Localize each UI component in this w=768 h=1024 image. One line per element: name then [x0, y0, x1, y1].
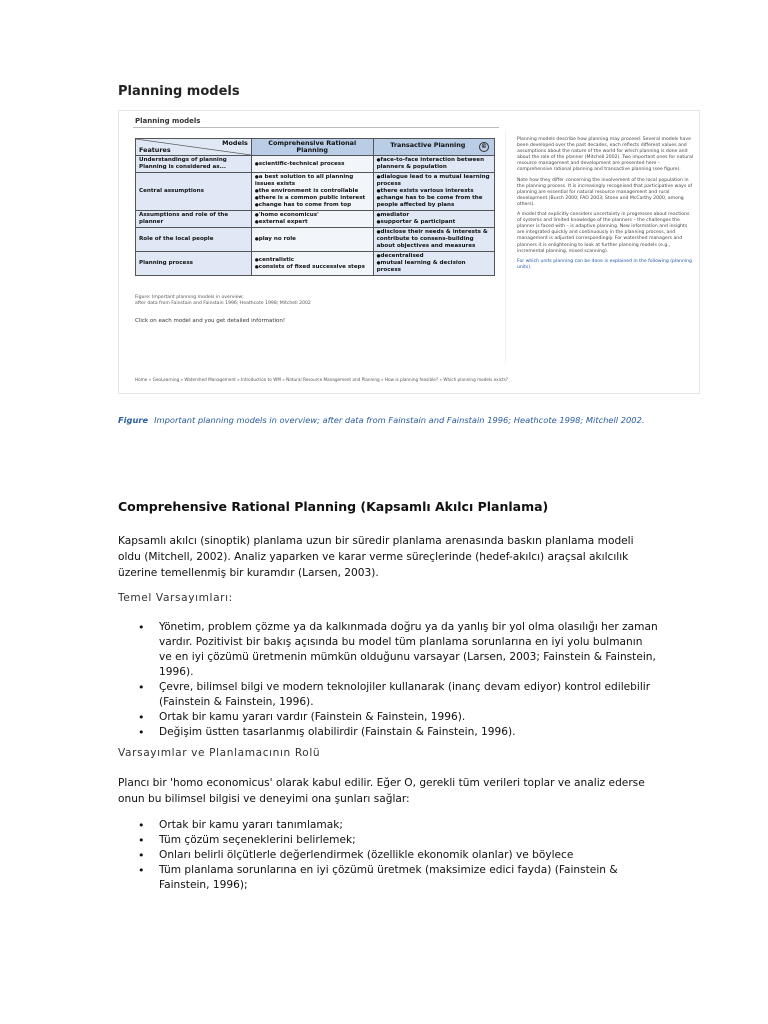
table-row [136, 228, 495, 252]
cell-item: ● change has to come from top [255, 202, 370, 209]
cell-item: ● 'homo economicus' [255, 212, 370, 219]
figure-caption-text: Important planning models in overview; after data from Fainstain and Fainstain 1996; Heathcote 1998; Mitchell 2002. [154, 415, 645, 425]
section-title: Comprehensive Rational Planning (Kapsamlı Akılcı Planlama) [118, 499, 549, 514]
feature-cell: Assumptions and role of the planner [136, 211, 252, 228]
screenshot-caption-line: Figure: Important planning models in overview; [135, 295, 244, 300]
transactive-cell [373, 211, 494, 228]
feature-cell: Role of the local people [136, 228, 252, 252]
corner-features-label: Features [139, 146, 171, 154]
cell-item: ● mutual learning & decision process [377, 260, 491, 274]
comprehensive-cell [251, 211, 373, 228]
cell-item: ● mediator [377, 212, 491, 219]
transactive-cell [373, 252, 494, 276]
table-corner-cell [136, 139, 252, 156]
cell-item: ● a best solution to all planning issues exists [255, 174, 370, 188]
info-icon: © [481, 143, 487, 150]
transactive-cell [373, 173, 494, 211]
side-paragraph: Planning models describe how planning may proceed. Several models have been developed over the past decades, each reflects different values and assumptions about the nature of the world for which planning is done and about the role of the planner (Mitchell 2002). Two important ones for natural resource management and development are presented here – comprehensive rational planning and transactive planning (see figure). [517, 137, 694, 173]
breadcrumb[interactable]: Home » GeoLearning » Watershed Management » Introduction to WM » Natural Resource Management and Planning » How is planning feasible? » Which planning models exists? [135, 377, 508, 382]
subheading-assumptions: Temel Varsayımları: [118, 592, 233, 604]
screenshot-caption [135, 295, 311, 307]
transactive-cell [373, 228, 494, 252]
transactive-cell [373, 156, 494, 173]
intro-paragraph: Kapsamlı akılcı (sinoptik) planlama uzun bir süredir planlama arenasında baskın planlama modeli oldu (Mitchell, 2002). Analiz yaparken ve karar verme süreçlerinde (hedef-akılcı) araçsal akılcılık üzerine temellenmiş bir kuramdır (Larsen, 2003). [118, 535, 634, 579]
header-transactive-label: Transactive Planning [390, 141, 466, 149]
cell-item: ● there is a common public interest [255, 195, 370, 202]
figure-label: Figure [118, 415, 149, 425]
feature-cell: Planning process [136, 252, 252, 276]
list-item: • Ortak bir kamu yararı tanımlamak; [118, 818, 658, 833]
cell-item: ● decentralised [377, 253, 491, 260]
planning-models-screenshot [118, 110, 700, 394]
side-paragraph[interactable]: For which units planning can be done is explained in the following (planning units). [517, 258, 692, 270]
cell-item: ● there exists various interests [377, 188, 491, 195]
cell-item: ● the environment is controllable [255, 188, 370, 195]
cell-item: ● scientific-technical process [255, 161, 370, 168]
list-item: • Yönetim, problem çözme ya da kalkınmada doğru ya da yanlış bir yol olma olasılığı her zaman vardır. Pozitivist bir bakış açısında bu model tüm planlama sorunlarına en iyi yolu bulmanın ve en iyi çözümü üretmenin mümkün olduğunu varsayar (Larsen, 2003; Fainstein & Fainstein, 1996). [118, 620, 658, 680]
comprehensive-cell [251, 156, 373, 173]
planner-paragraph: Plancı bir 'homo economicus' olarak kabul edilir. Eğer O, gerekli tüm verileri toplar ve analiz ederse onun bu bilimsel bilgisi ve deneyimi ona şunları sağlar: [118, 777, 645, 805]
assumptions-list [118, 620, 658, 740]
subheading-planner-role: Varsayımlar ve Planlamacının Rolü [118, 747, 321, 759]
cell-item: ● supporter & participant [377, 219, 491, 226]
cell-item: ● centralistic [255, 257, 370, 264]
header-transactive[interactable] [373, 139, 494, 156]
screenshot-divider [133, 127, 499, 128]
list-item: • Tüm planlama sorunlarına en iyi çözümü üretmek (maksimize edici fayda) (Fainstein & Fainstein, 1996); [118, 863, 658, 893]
figure-caption [118, 415, 645, 425]
comprehensive-cell [251, 252, 373, 276]
table-row [136, 252, 495, 276]
screenshot-title: Planning models [135, 117, 201, 125]
feature-cell: Understandings of planning Planning is considered as... [136, 156, 252, 173]
cell-item: ● dialogue lead to a mutual learning process [377, 174, 491, 188]
screenshot-side-text [517, 137, 695, 275]
cell-item: ● disclose their needs & interests & contribute to consens-building about objectives and measures [377, 229, 491, 250]
planning-models-table [135, 138, 495, 276]
header-comprehensive[interactable]: Comprehensive Rational Planning [251, 139, 373, 156]
list-item: • Onları belirli ölçütlerle değerlendirmek (özellikle ekonomik olanlar) ve böylece [118, 848, 658, 863]
side-paragraph: Note how they differ concerning the involvement of the local population in the planning process. It is increasingly recognised that participative ways of planning are essential for natural resource management and rural development (Burch 2000; FAO 2003; Stone and McCarthy 2000, among others). [517, 177, 693, 207]
cell-item: ● play no role [255, 236, 370, 243]
cell-item: ● external expert [255, 219, 370, 226]
comprehensive-cell [251, 228, 373, 252]
cell-item: ● change has to be come from the people affected by plans [377, 195, 491, 209]
list-item: • Ortak bir kamu yararı vardır (Fainstein & Fainstein, 1996). [118, 710, 658, 725]
screenshot-column-divider [505, 131, 506, 363]
list-item: • Tüm çözüm seçeneklerini belirlemek; [118, 833, 658, 848]
page-heading: Planning models [118, 84, 240, 99]
screenshot-caption-line: after data from Fainstain and Fainstain 1996; Heathcote 1998; Mitchell 2002 [135, 301, 311, 306]
table-row [136, 211, 495, 228]
cell-item: ● face-to-face interaction between planners & population [377, 157, 491, 171]
cell-item: ● consists of fixed successive steps [255, 264, 370, 271]
table-row [136, 173, 495, 211]
list-item: • Değişim üstten tasarlanmış olabilirdir (Fainstain & Fainstein, 1996). [118, 725, 658, 740]
table-row [136, 156, 495, 173]
feature-cell: Central assumptions [136, 173, 252, 211]
side-paragraph: A model that explicitly considers uncertainty in progresses about reactions of systems and limited knowledge of the planners – the challenges the planner is faced with – is adaptive planning. New information and insights are integrated quickly and continuously in the planning process, and management is adjusted correspondingly. For watershed managers and planners it is enlightening to look at further planning models (e.g., incremental planning, mixed scanning). [517, 212, 690, 254]
click-instruction: Click on each model and you get detailed information! [135, 318, 286, 324]
table-header-row [136, 139, 495, 156]
corner-models-label: Models [222, 139, 248, 147]
list-item: • Çevre, bilimsel bilgi ve modern teknolojiler kullanarak (inanç devam ediyor) kontrol edilebilir (Fainstein & Fainstein, 1996). [118, 680, 658, 710]
comprehensive-cell [251, 173, 373, 211]
planner-list [118, 818, 658, 893]
